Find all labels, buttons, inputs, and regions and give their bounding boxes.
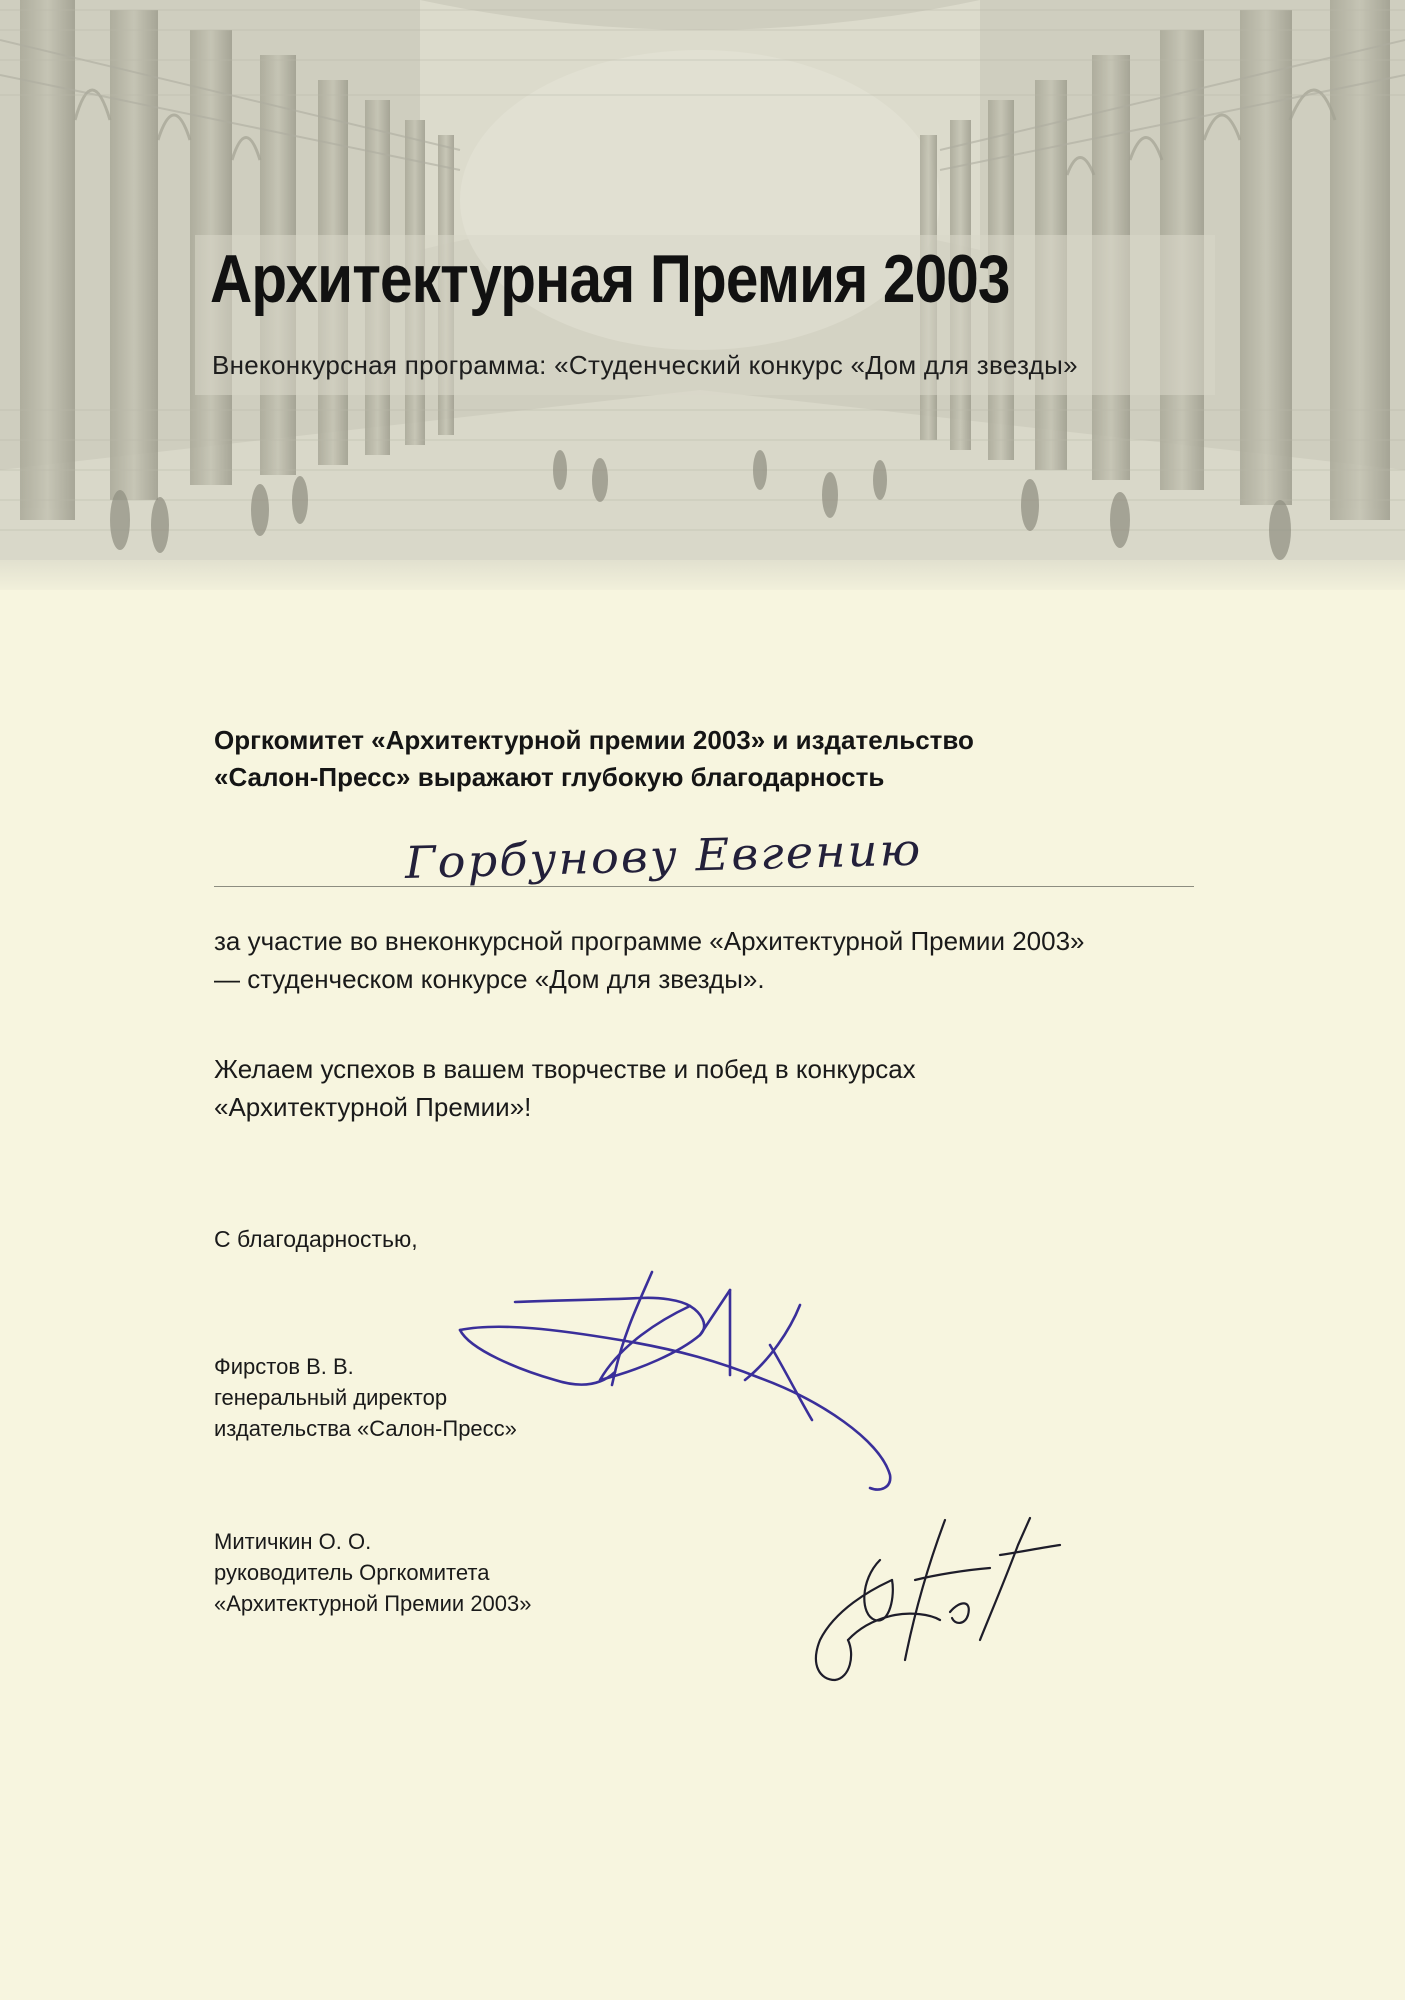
wishes-text (214, 1050, 1214, 1126)
signatory-block-2 (214, 1526, 532, 1619)
wishes-line-2: «Архитектурной Премии»! (214, 1092, 532, 1122)
header-fade (0, 560, 1405, 590)
signatory-org: издательства «Салон-Пресс» (214, 1416, 517, 1441)
participation-line-1: за участие во внеконкурсной программе «Архитектурной Премии 2003» (214, 926, 1085, 956)
recipient-name-handwritten: Горбунову Евгению (404, 824, 923, 889)
intro-line-2: «Салон-Пресс» выражают глубокую благодарность (214, 762, 885, 792)
signatory-block-1 (214, 1351, 517, 1444)
certificate-subtitle: Внеконкурсная программа: «Студенческий конкурс «Дом для звезды» (212, 350, 1078, 380)
signatory-org: «Архитектурной Премии 2003» (214, 1591, 532, 1616)
participation-text (214, 922, 1214, 998)
signatory-role: руководитель Оргкомитета (214, 1560, 490, 1585)
signatory-name: Митичкин О. О. (214, 1529, 372, 1554)
signatory-role: генеральный директор (214, 1385, 448, 1410)
recipient-underline (214, 886, 1194, 887)
wishes-line-1: Желаем успехов в вашем творчестве и побед в конкурсах (214, 1054, 916, 1084)
certificate-title: Архитектурная Премия 2003 (210, 241, 1010, 317)
signature-2-icon (816, 1518, 1060, 1680)
signature-1-icon (460, 1272, 890, 1489)
signatory-name: Фирстов В. В. (214, 1354, 354, 1379)
closing-text: С благодарностью, (214, 1226, 418, 1252)
intro-text (214, 722, 1194, 796)
intro-line-1: Оргкомитет «Архитектурной премии 2003» и издательство (214, 725, 974, 755)
participation-line-2: — студенческом конкурсе «Дом для звезды». (214, 964, 765, 994)
